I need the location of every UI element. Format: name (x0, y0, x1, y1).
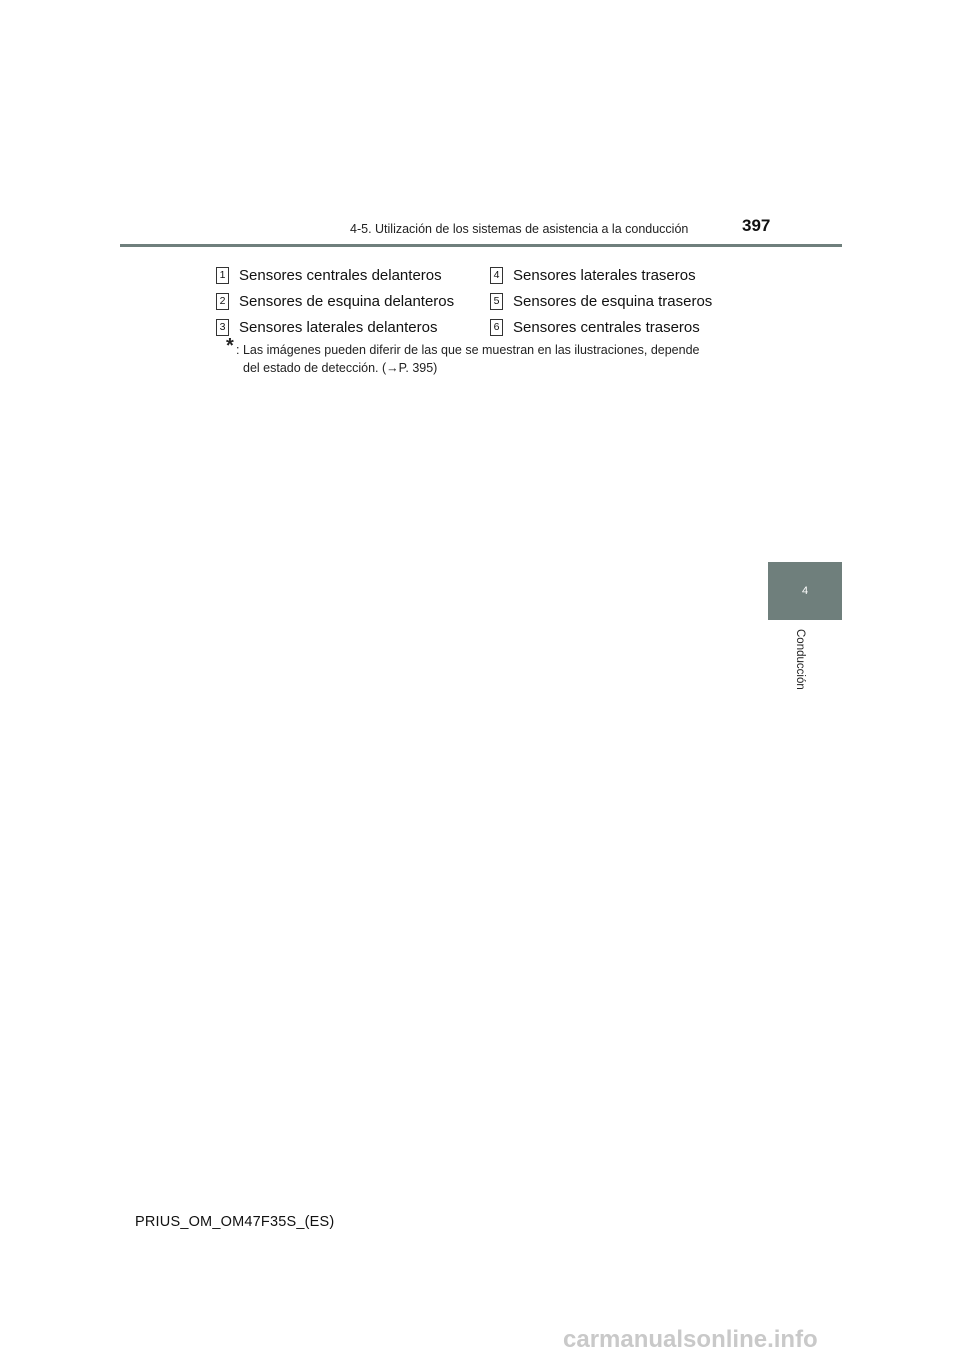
legend-number-box: 1 (216, 267, 229, 284)
legend-number-box: 6 (490, 319, 503, 336)
legend-item (490, 265, 696, 285)
legend-number-box: 2 (216, 293, 229, 310)
legend-label: Sensores de esquina delanteros (239, 292, 455, 310)
header-rule (120, 244, 842, 247)
footnote-marker: * (226, 335, 234, 357)
legend-item (216, 317, 437, 337)
legend-label: Sensores centrales traseros (513, 318, 700, 336)
legend-number-box: 5 (490, 293, 503, 310)
legend-item (216, 265, 442, 285)
legend-label: Sensores de esquina traseros (513, 292, 713, 310)
legend-label: Sensores centrales delanteros (239, 266, 442, 284)
document-code: PRIUS_OM_OM47F35S_(ES) (135, 1214, 335, 1230)
watermark: carmanualsonline.info (563, 1326, 818, 1353)
legend-number-box: 3 (216, 319, 229, 336)
legend-number-box: 4 (490, 267, 503, 284)
legend-item (216, 291, 454, 311)
legend-label: Sensores laterales traseros (513, 266, 696, 284)
chapter-tab[interactable] (768, 562, 842, 620)
footnote-line-1: : Las imágenes pueden diferir de las que se muestran en las ilustraciones, depende (236, 343, 700, 357)
legend-label: Sensores laterales delanteros (239, 318, 438, 336)
page-number: 397 (742, 216, 771, 235)
legend-item (490, 291, 712, 311)
legend-item (490, 317, 700, 337)
footnote-line-2: del estado de detección. (→P. 395) (243, 361, 438, 375)
section-title: 4-5. Utilización de los sistemas de asistencia a la conducción (350, 222, 689, 236)
chapter-label-vertical (763, 629, 837, 709)
chapter-number: 4 (801, 585, 809, 597)
chapter-label: Conducción (794, 629, 806, 690)
